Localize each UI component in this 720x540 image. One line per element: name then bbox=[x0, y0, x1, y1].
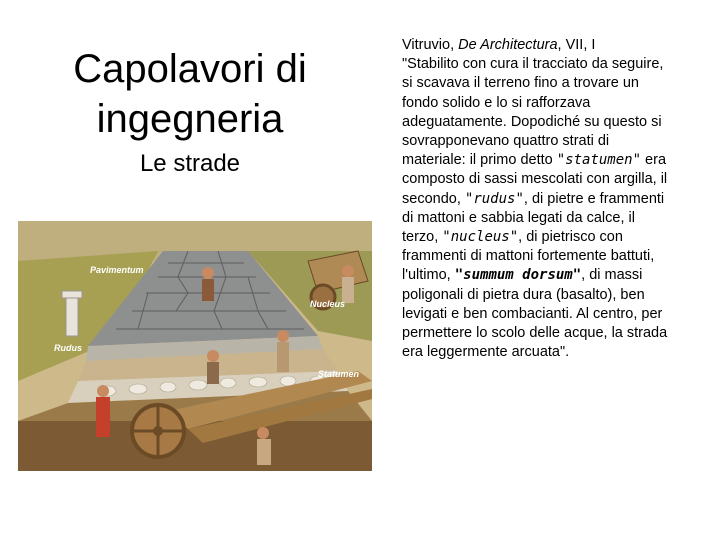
term-statumen: "statumen" bbox=[556, 152, 642, 169]
label-rudus: Rudus bbox=[54, 343, 82, 353]
term-rudus: "rudus" bbox=[464, 190, 524, 207]
label-statumen: Statumen bbox=[318, 369, 360, 379]
quote-text-2: era composto di sassi mescolati con argilla, il secondo, bbox=[402, 152, 668, 207]
quote-work: De Architectura bbox=[458, 37, 558, 53]
quote-text-3: , di pietre e frammenti di mattoni e sabbia legati da calce, il terzo, bbox=[402, 190, 665, 246]
quote-text-4: , di pietrisco con frammenti di mattoni fortemente battuti, l'ultimo, bbox=[402, 229, 655, 284]
quote-text-1: "Stabilito con cura il tracciato da seguire, si scavava il terreno fino a trovare un fondo solido e lo si rafforzava adeguatamente. Dopodiché su questo si sovrapponevano quattro strati di materiale: il primo detto bbox=[402, 56, 664, 169]
quote-text-5: , di massi poligonali di pietra dura (basalto), ben levigati e ben combacianti. Al centro, per permettere lo scolo delle acque, la strada era leggermente arcuata". bbox=[402, 267, 668, 361]
term-summum-dorsum: "summum dorsum" bbox=[454, 267, 582, 284]
vitruvius-quote bbox=[402, 36, 672, 362]
quote-ref: , VII, I bbox=[557, 37, 596, 53]
quote-author: Vitruvio, bbox=[402, 37, 459, 53]
roman-road-illustration bbox=[18, 221, 372, 471]
label-nucleus: Nucleus bbox=[310, 299, 346, 309]
label-pavimentum: Pavimentum bbox=[90, 265, 144, 275]
slide-subtitle: Le strade bbox=[139, 150, 241, 177]
term-nucleus: "nucleus" bbox=[442, 229, 519, 246]
slide-title: Capolavori di ingegneria bbox=[73, 47, 307, 141]
